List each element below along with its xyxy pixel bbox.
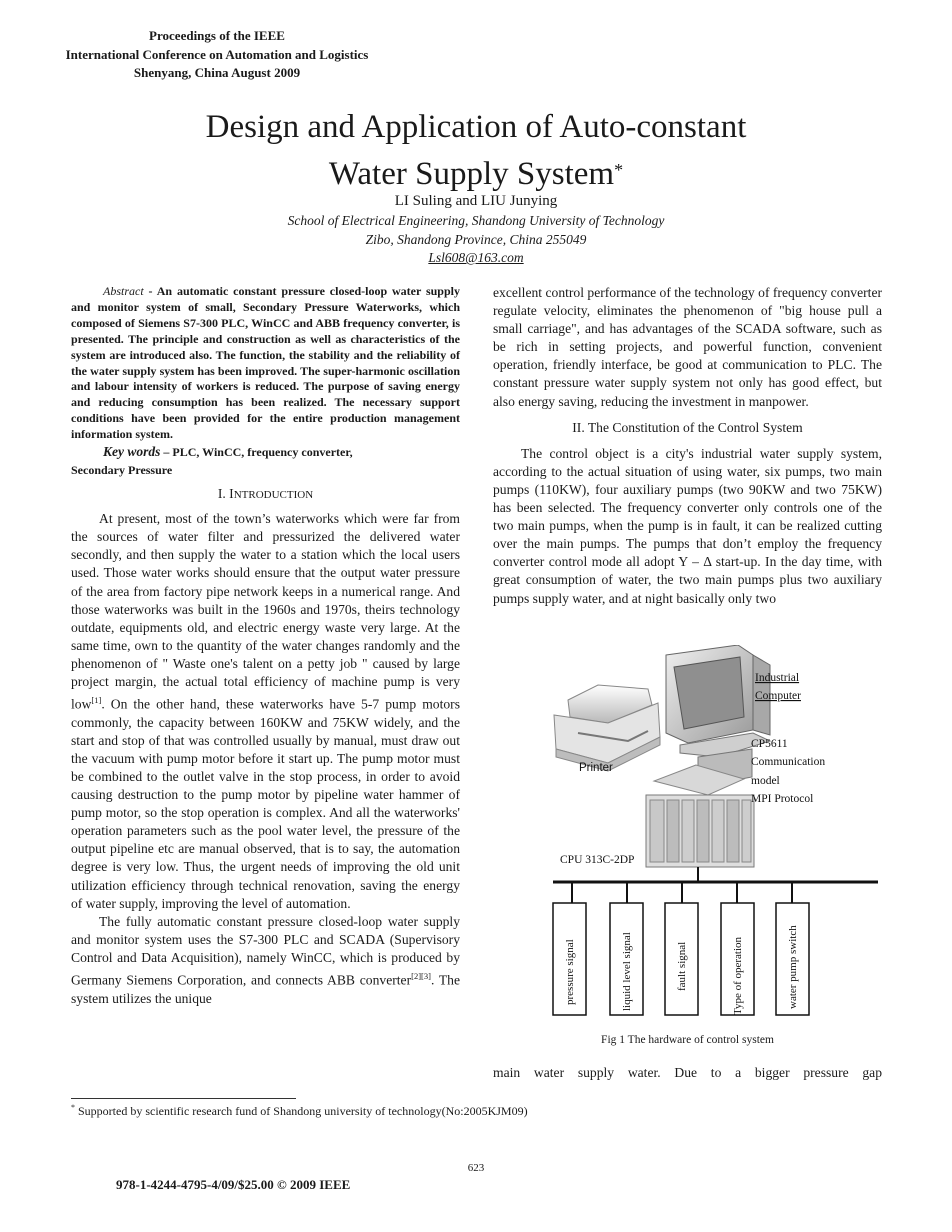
model-label: model (751, 775, 780, 787)
affiliation (90, 211, 862, 230)
signal-label-fault: fault signal (676, 941, 688, 991)
signal-label-liquid-level: liquid level signal (621, 932, 633, 1011)
industrial-computer-icon (654, 645, 770, 795)
figure-1 (548, 645, 886, 1030)
signal-label-operation-type: Type of operation (732, 936, 744, 1015)
keywords-text: – PLC, WinCC, frequency converter, (160, 445, 353, 460)
intro-paragraph-1 (71, 510, 460, 913)
keywords-line-1 (71, 443, 460, 461)
footnote-mark: * (71, 1103, 75, 1112)
plc-rack-icon (646, 795, 754, 867)
footnote-rule (71, 1098, 296, 1099)
right-column-bottom-line: main water supply water. Due to a bigger pressure gap (493, 1065, 882, 1080)
title-line-2 (90, 151, 862, 198)
proceedings-line-1: Proceedings of the IEEE (149, 28, 285, 43)
proceedings-line-2: International Conference on Automation and Logistics (65, 46, 369, 62)
title-line-1: Design and Application of Auto-constant (205, 109, 747, 145)
mpi-protocol-label: MPI Protocol (751, 793, 814, 805)
footnote (71, 1103, 771, 1119)
footnote-text: Supported by scientific research fund of Shandong university of technology(No:2005KJM09) (75, 1104, 528, 1118)
cpu-label: CPU 313C-2DP (560, 854, 635, 866)
abstract-label: Abstract (103, 284, 144, 298)
printer-icon (554, 685, 660, 771)
authors: LI Suling and LIU Junying (394, 193, 558, 209)
communication-label: Communication (751, 756, 826, 768)
cp5611-label: CP5611 (751, 738, 788, 750)
page-number: 623 (467, 1162, 485, 1174)
industrial-label: Industrial (755, 672, 800, 684)
hardware-diagram (548, 645, 886, 1030)
section-1-heading (71, 485, 460, 504)
printer-label: Printer (579, 762, 613, 774)
right-column (493, 284, 882, 608)
keywords-line-2: Secondary Pressure (71, 463, 173, 478)
intro-paragraph-2 (71, 913, 460, 1008)
left-column (71, 284, 460, 1008)
section-1-num: I. I (217, 486, 234, 502)
keywords-label: Key words (103, 444, 161, 460)
paper-title (90, 104, 862, 198)
figure-caption: Fig 1 The hardware of control system (601, 1034, 774, 1046)
computer-label: Computer (755, 690, 801, 702)
proceedings-line-3: Shenyang, China August 2009 (133, 65, 301, 80)
intro-p2-part-a: The fully automatic constant pressure closed-loop water supply and monitor system uses the S7-300 PLC and SCADA (Supervisory Control and Data Acquisition), namely WinCC, which is produced by Germany Siemens Corporation, and connects ABB converter (71, 913, 460, 988)
intro-p1-part-b: . On the other hand, these waterworks have 5-7 pump motors commonly, the capacity between 160KW and 75KW widely, and the start and stop of that was controlled usually by manual, must draw out the vacuum with pump motor before it start up. The pump motor must be combined to the outlet valve in the stop process, in order to avoid causing destruction to the pump motor by pipeline water hammer of pump motor, so the stop operation is complex. And all the waterworks' operation parameters such as the pool water level, the pressure of the output pipeline etc are manual observed, that is to say, the automation degree is very low. Thus, the urgent needs of improving the old unit utilization efficiency through technical renovation, saving the energy of water supply, improving the level of automation. (71, 696, 460, 911)
intro-p2-part-b: . The system utilizes the unique (71, 972, 460, 1006)
title-footnote-mark: * (614, 160, 624, 180)
citation-1: [1] (91, 695, 102, 706)
affiliation-line-2: Zibo, Shandong Province, China 255049 (365, 232, 587, 247)
email-link[interactable]: Lsl608@163.com (428, 250, 524, 265)
proceedings-header (30, 27, 404, 83)
signal-label-pump-switch: water pump switch (787, 925, 799, 1009)
abstract (71, 284, 460, 443)
section-2-paragraph-1: The control object is a city's industrial water supply system, according to the actual situation of using water, six pumps, two main pumps (110KW), four auxiliary pumps (two 90KW and two 75KW) has been selected. The frequency converter only controls one of the two main pumps, when the pump is in fault, it can be realized cutting over the main pumps. The pumps that don’t employ the frequency converter control mode all adopt Y – Δ start-up. In the day time, with great consumption of water, the two main pumps plus two auxiliary pumps supply water, and at night basically only two (493, 445, 882, 606)
title-line-2-text: Water Supply System (328, 156, 615, 192)
affiliation-line-1: School of Electrical Engineering, Shandong University of Technology (287, 213, 665, 228)
isbn-copyright: 978-1-4244-4795-4/09/$25.00 © 2009 IEEE (116, 1177, 351, 1192)
citation-2-3: [2][3] (411, 971, 431, 982)
affiliation-address (90, 230, 862, 249)
signal-label-pressure: pressure signal (564, 939, 576, 1005)
keywords (71, 443, 460, 479)
email (90, 248, 862, 267)
section-1-title: NTRODUCTION (233, 489, 314, 502)
section-2-heading: II. The Constitution of the Control System (572, 419, 803, 435)
intro-p1-part-a: At present, most of the town’s waterworks which were far from the sources of water filter and pressurized the delivered water secondly, and then supply the water to a station which the local users used. Those water works should ensure that the output water pressure of the area from factory pipe network keeps in a numerical range. And those waterworks was built in the 1960s and 1970s, theirs technology outdate, equipments old, and electric energy waste very large. At the same time, own to the quantity of the water changes randomly and the phenomenon of " Waste one's talent on a petty job " caused by large project margin, the actual total efficiency of machine pump is very low (71, 511, 460, 712)
right-paragraph-0: excellent control performance of the technology of frequency converter regulate velocity, eliminates the phenomenon of "big house pull a small carriage", and has advantages of the SCADA software, such as be rich in setting projects, and powerful function, convenient operation, friendly interface, be good at communication to PLC. The constant pressure water supply system not only has good effect, but also energy saving, reducing the investment in manpower. (493, 285, 882, 409)
abstract-text: - An automatic constant pressure closed-loop water supply and monitor system of small, Secondary Pressure Waterworks, which composed of Siemens S7-300 PLC, WinCC and ABB frequency converter, is presented. The principle and construction as well as characteristics of the system are introduced also. The function, the stability and the reliability of the water supply system has been improved. The super-harmonic oscillation and labour intensity of workers is reduced. The purpose of saving energy and reducing consumption has been realized. The necessary support conditions have been provided for the entire production management information system. (71, 284, 460, 442)
